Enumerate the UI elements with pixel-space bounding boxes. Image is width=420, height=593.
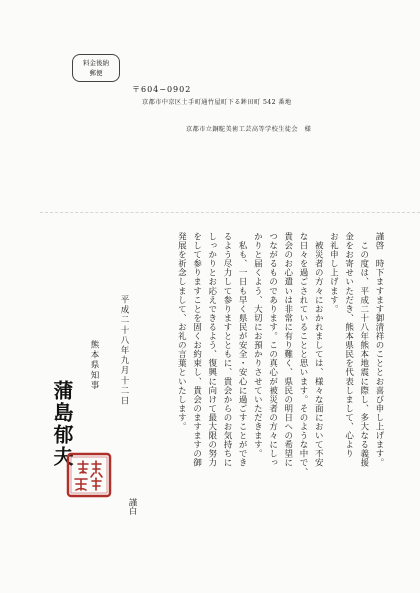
letter-line: な日々を過ごされていることと思います。そのような中で、 (297, 232, 308, 477)
closing-salutation: 謹白 (127, 498, 137, 515)
sender-title: 熊本県知事 (89, 340, 99, 391)
letter-line: るよう尽力して参りますとともに、貴会からのお気持ちに (221, 232, 232, 468)
letter-line: 発展を祈念しまして、お礼の言葉といたします。 (176, 232, 187, 432)
postage-paid-mark (72, 54, 120, 82)
letter-line: 金をお寄せいただき、熊本県民を代表しまして、心より (343, 232, 354, 459)
postage-line-1: 料金後納 (83, 59, 109, 67)
letter-line: 被災者の方々におかれましては、様々な面において不安 (313, 232, 324, 468)
letter-line: かりと届くよう、大切にお預かりさせていただきます。 (252, 232, 263, 459)
postage-line-2: 郵便 (89, 69, 103, 77)
letter-line: この度は、平成二十八年熊本地震に際し、多大なる義援 (358, 232, 369, 468)
letter-line: つながるものであります。この真心が被災者の方々にしっ (267, 232, 278, 468)
letter-line: 謹啓 時下ますます御清祥のこととお喜び申し上げます。 (374, 232, 384, 468)
letter-line: 私も、一日も早く県民が安全・安心に過ごすことができ (237, 232, 248, 468)
letter-line: しっかりとお応えできるよう、復興に向けて最大限の努力 (206, 232, 217, 468)
sender-signature: 蒲島郁夫 (50, 380, 74, 468)
recipient-name: 京都市立銅駝美術工芸高等学校生徒会 様 (186, 126, 312, 133)
letter-line: をして参りますことを固くお約束し、貴会のますますの御 (191, 232, 202, 468)
letter-line: お礼申し上げます。 (328, 232, 339, 314)
recipient-address: 京都市中京区土手町通竹屋町下る鉾田町 542 番地 (142, 99, 292, 106)
letter-body (173, 232, 386, 522)
official-seal-icon (66, 452, 112, 498)
postal-code: 〒604−0902 (132, 85, 192, 94)
fold-line (40, 212, 420, 213)
letter-line: 貴会のお心遣いは非常に有り難く、県民の明日への希望に (282, 232, 293, 468)
letter-date: 平成二十八年九月十二日 (119, 295, 129, 407)
